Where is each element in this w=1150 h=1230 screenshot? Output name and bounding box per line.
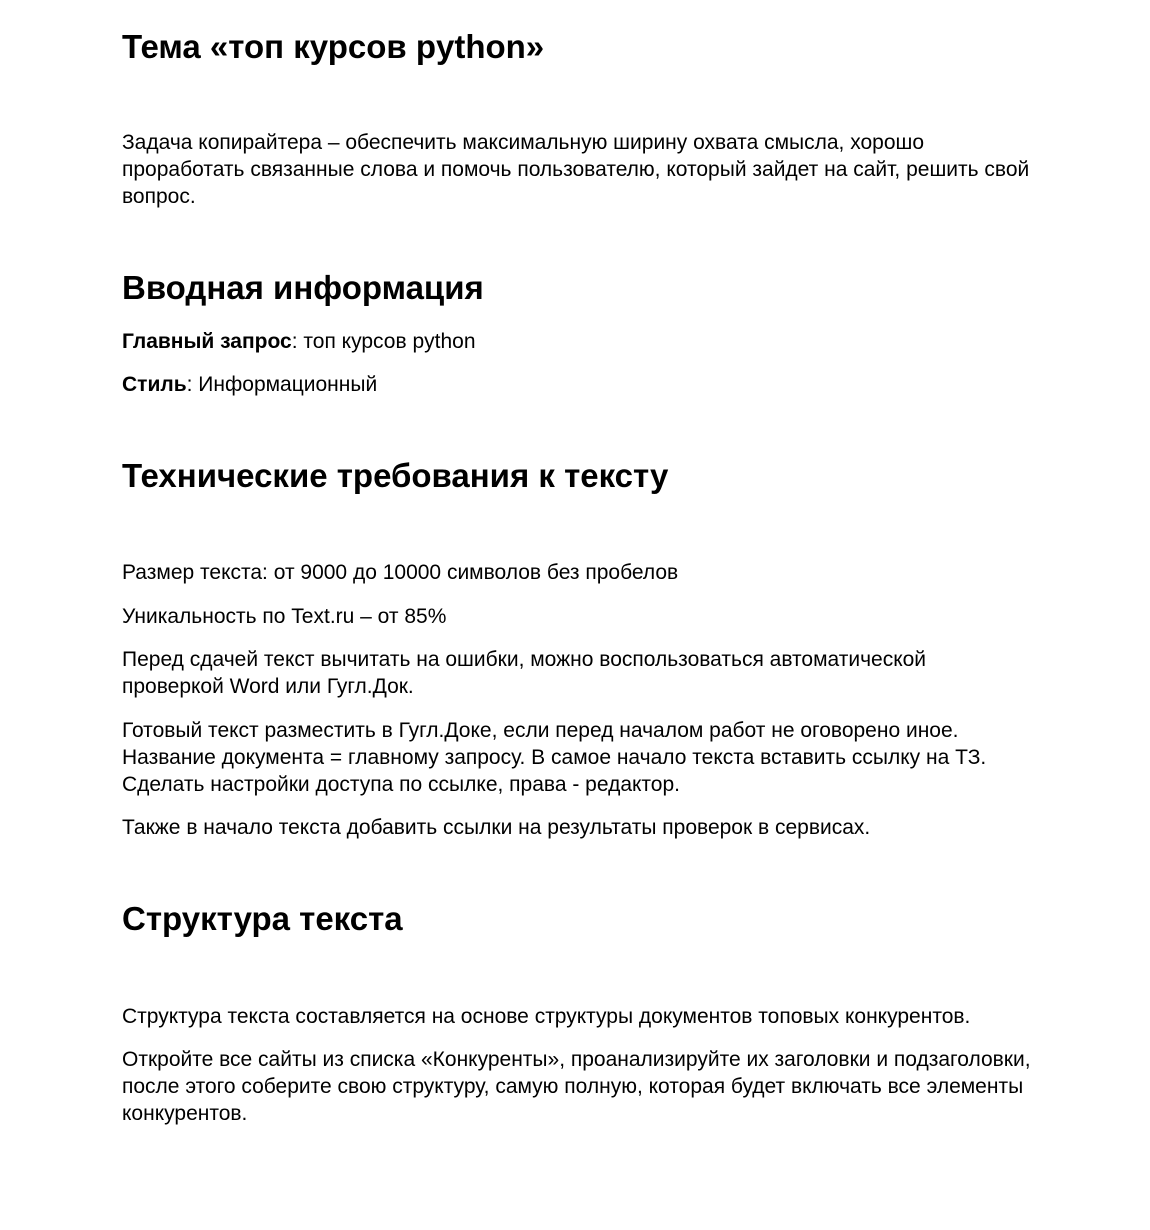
- main-query-line: [122, 328, 1032, 355]
- main-query-value: : топ курсов python: [291, 330, 476, 353]
- uniqueness-paragraph: Уникальность по Text.ru – от 85%: [122, 605, 447, 628]
- check-links-paragraph: Также в начало текста добавить ссылки на результаты проверок в сервисах.: [122, 816, 871, 839]
- main-query-label: Главный запрос: [122, 330, 292, 353]
- style-line: [122, 371, 1032, 398]
- style-label: Стиль: [122, 373, 187, 396]
- page-title: Тема «топ курсов python»: [122, 28, 545, 65]
- style-value: : Информационный: [186, 373, 378, 396]
- placement-paragraph: Готовый текст разместить в Гугл.Доке, если перед началом работ не оговорено иное. Название документа = главному запросу. В самое начало текста вставить ссылку на ТЗ. Сделать настройки доступа по ссылке, права - редактор.: [122, 719, 987, 796]
- structure-section-heading: Структура текста: [122, 900, 403, 937]
- structure-paragraph-1: Структура текста составляется на основе структуры документов топовых конкурентов.: [122, 1005, 971, 1028]
- intro-paragraph: Задача копирайтера – обеспечить максимальную ширину охвата смысла, хорошо проработать связанные слова и помочь пользователю, который зайдет на сайт, решить свой вопрос.: [122, 131, 1030, 208]
- text-size-paragraph: Размер текста: от 9000 до 10000 символов без пробелов: [122, 561, 679, 584]
- proofreading-paragraph: Перед сдачей текст вычитать на ошибки, можно воспользоваться автоматической проверкой Word или Гугл.Док.: [122, 648, 927, 698]
- structure-paragraph-2: Откройте все сайты из списка «Конкуренты», проанализируйте их заголовки и подзаголовки, после этого соберите свою структуру, самую полную, которая будет включать все элементы конкурентов.: [122, 1048, 1031, 1125]
- tech-section-heading: Технические требования к тексту: [122, 457, 669, 494]
- intro-section-heading: Вводная информация: [122, 269, 484, 306]
